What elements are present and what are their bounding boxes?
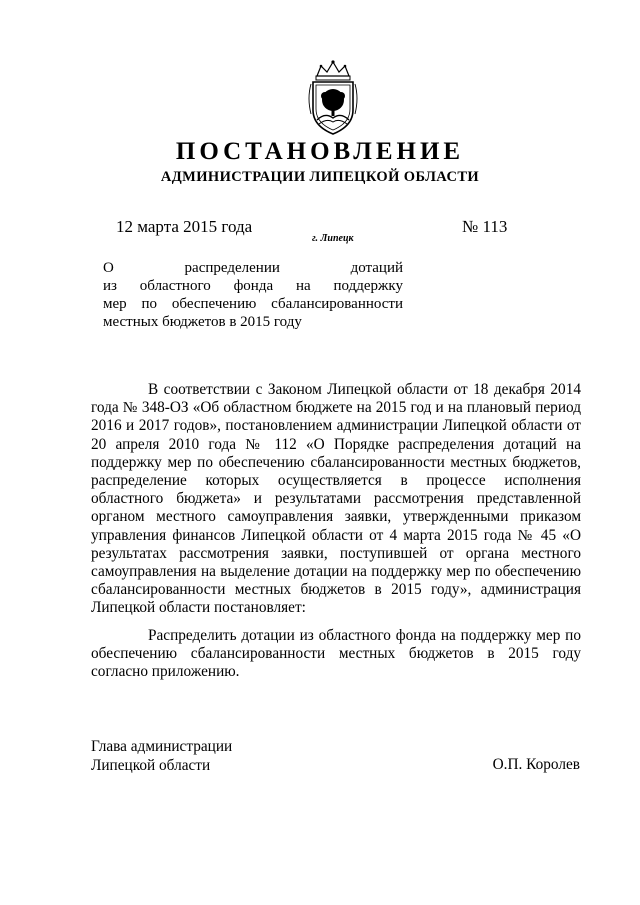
- signatory-name: О.П. Королев: [492, 756, 580, 773]
- document-city: г. Липецк: [312, 233, 354, 244]
- body-paragraph-preamble: В соответствии с Законом Липецкой области от 18 декабря 2014 года № 348-ОЗ «Об областном бюджете на 2015 год и на плановый период 2016 и 2017 годов», постановлением администрации Липецкой области от 20 апреля 2010 года № 112 «О Порядке распределения дотаций на поддержку мер по обеспечению сбалансированности местных бюджетов, распределение которых осуществляется в процессе исполнения областного бюджета» и результатами рассмотрения представленной органом местного самоуправления заявки, утвержденными приказом управления финансов Липецкой области от 4 марта 2015 года № 45 «О результатах рассмотрения заявки, поступившей от органа местного самоуправления на выделение дотации на поддержку мер по обеспечению сбалансированности местных бюджетов в 2015 году», администрация Липецкой области постановляет:: [91, 381, 581, 617]
- subject-line: местных бюджетов в 2015 году: [103, 314, 302, 330]
- subject-line: О распределении дотаций: [103, 260, 403, 276]
- subject-line: мер по обеспечению сбалансированности: [103, 296, 403, 312]
- coat-of-arms-icon: [303, 58, 363, 138]
- issuing-organization: АДМИНИСТРАЦИИ ЛИПЕЦКОЙ ОБЛАСТИ: [160, 169, 480, 185]
- subject-line: из областного фонда на поддержку: [103, 278, 403, 294]
- body-paragraph-resolution: Распределить дотации из областного фонда на поддержку мер по обеспечению сбалансированности местных бюджетов в 2015 году согласно приложению.: [91, 627, 581, 681]
- signatory-title-line: Липецкой области: [91, 756, 211, 774]
- signatory-title-line: Глава администрации: [91, 738, 233, 755]
- document-type-title: ПОСТАНОВЛЕНИЕ: [175, 138, 465, 165]
- document-number: № 113: [462, 217, 508, 236]
- document-subject: [103, 259, 403, 331]
- document-date: 12 марта 2015 года: [116, 217, 253, 236]
- signatory-title: [91, 738, 232, 775]
